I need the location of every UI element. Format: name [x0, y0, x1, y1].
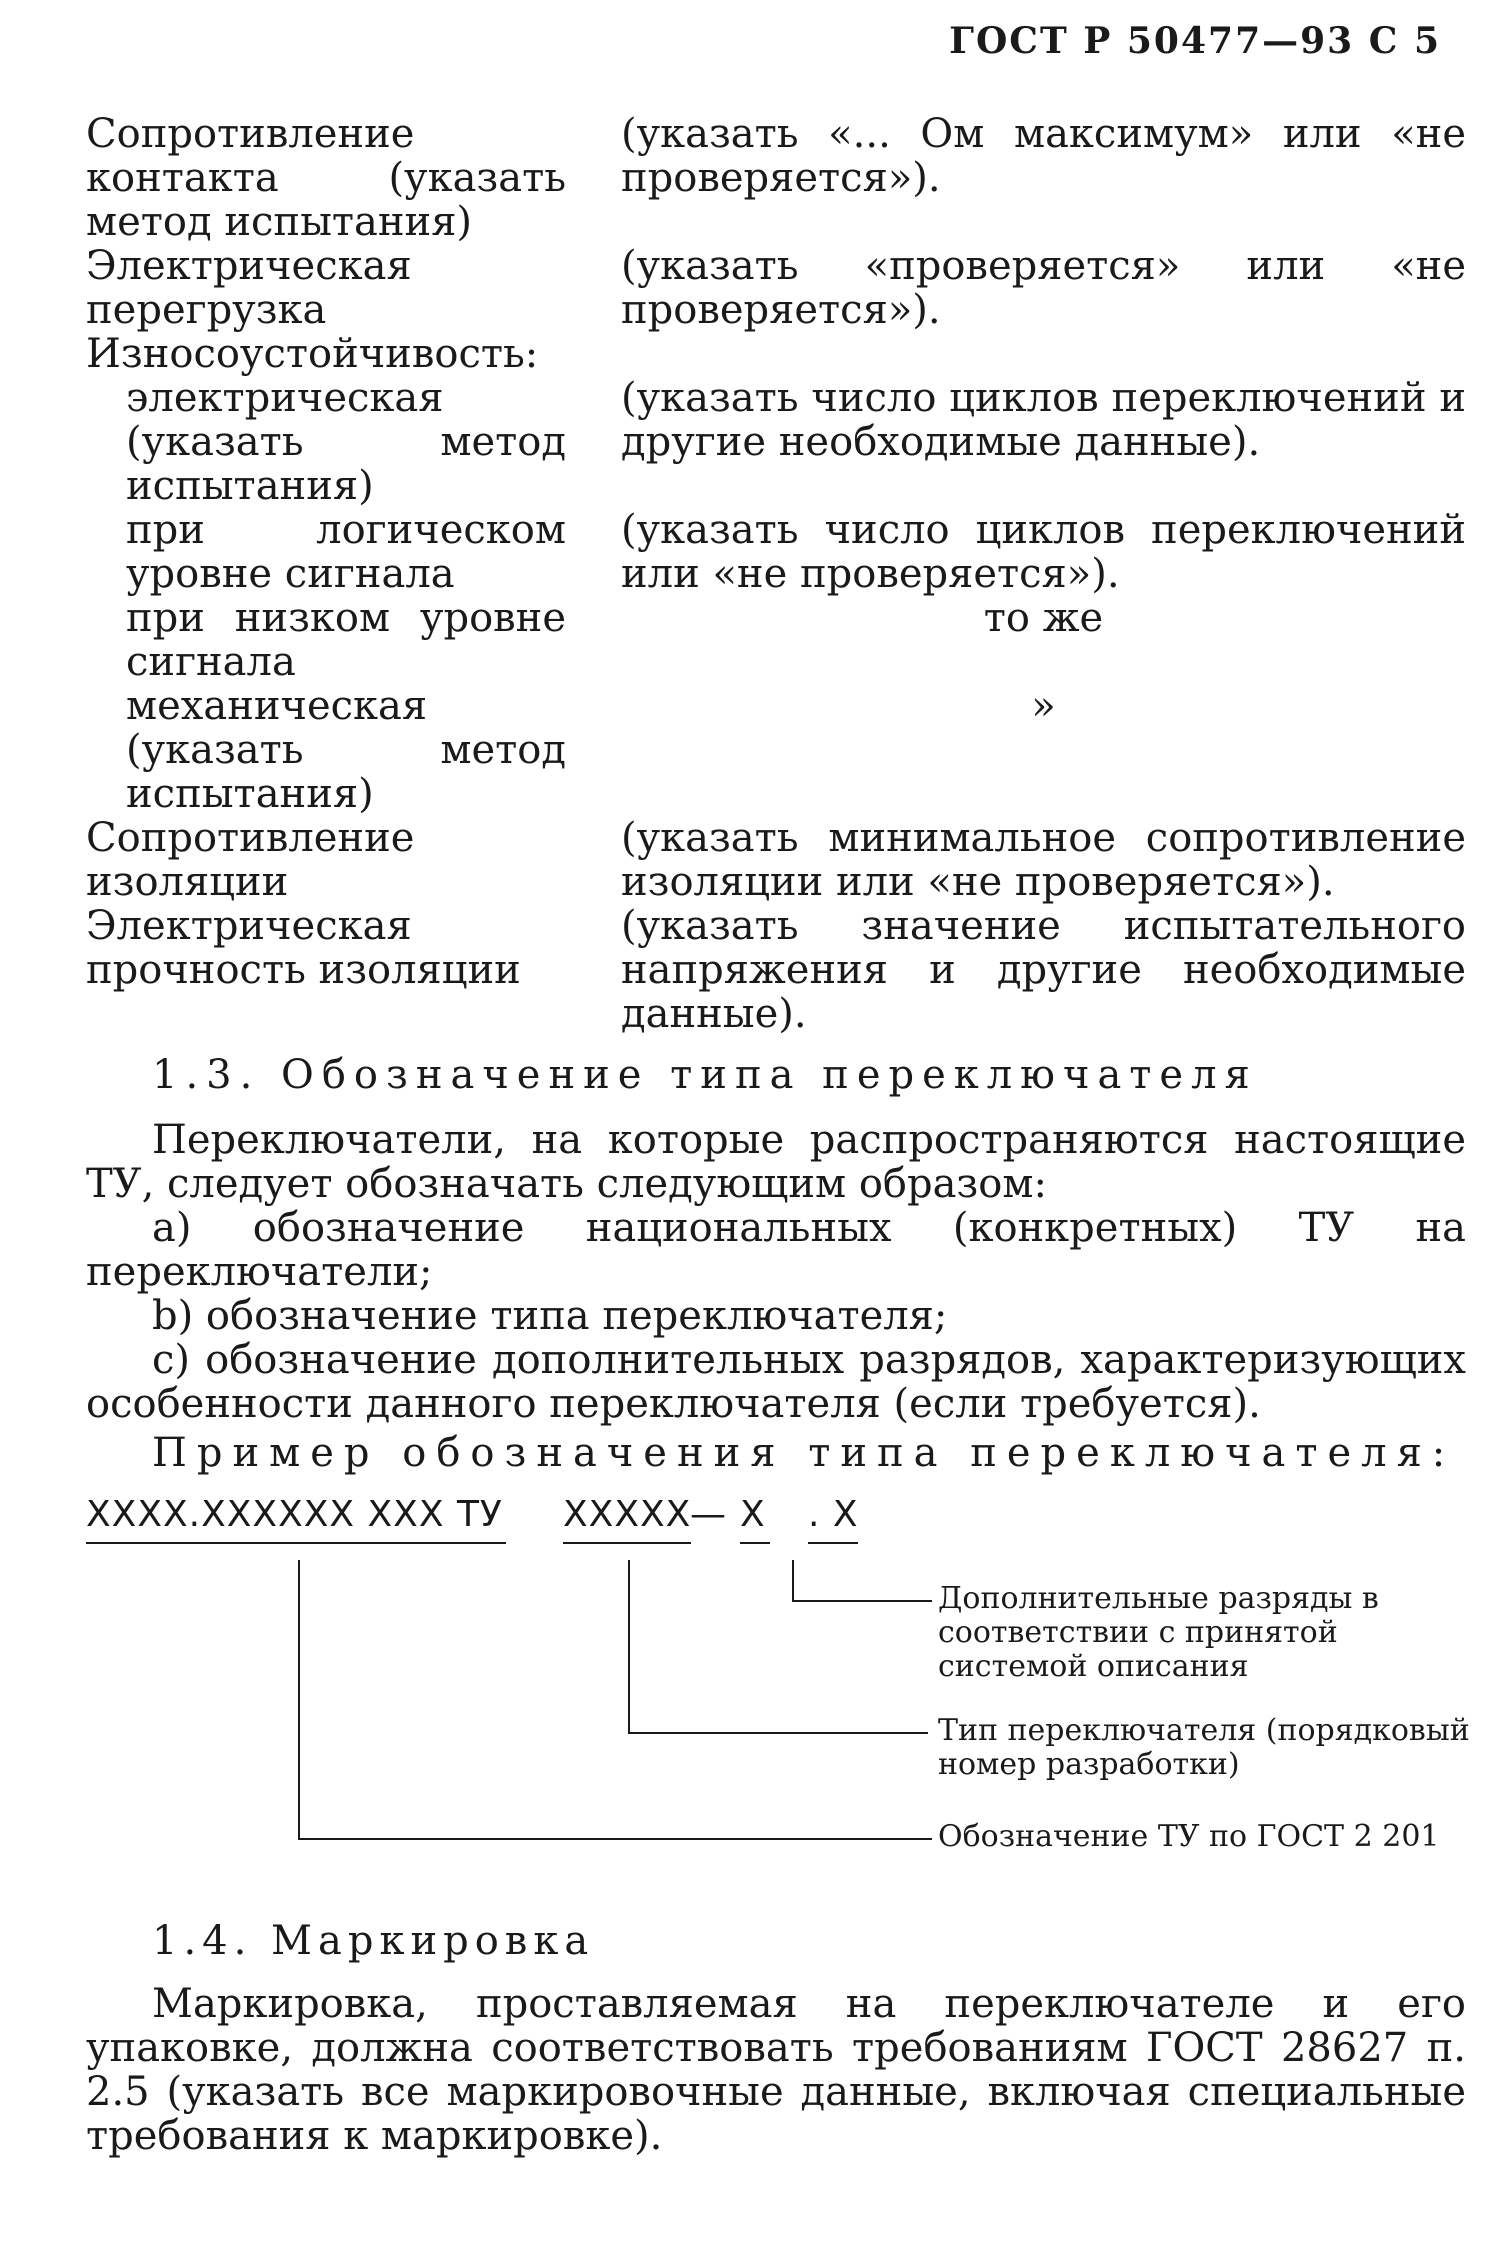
underline-ext [808, 1542, 858, 1544]
row-label: Сопротивление изоляции [86, 815, 415, 905]
row-electrical-overload [86, 244, 1466, 332]
connector-tu-horizontal [298, 1838, 932, 1840]
row-label: при логическом уровне сигнала [126, 507, 566, 597]
row-logic-level [86, 508, 1466, 596]
row-label: электрическая (указать метод испытания) [126, 375, 566, 509]
row-label: Электрическая перегрузка [86, 243, 412, 333]
row-value: (указать «... Ом максимум» или «не проверяется»). [621, 111, 1466, 201]
row-label: Электрическая прочность изоляции [86, 903, 521, 993]
underline-tu [86, 1542, 506, 1544]
section-1-4-body [86, 1982, 1466, 2158]
example-title: Пример обозначения типа переключателя: [152, 1430, 1456, 1476]
row-value: (указать число циклов переключений и другие необходимые данные). [621, 375, 1466, 465]
designation-x: X [740, 1494, 766, 1535]
row-electrical-durability [86, 376, 1466, 508]
row-label: Сопротивление контакта (указать метод испытания) [86, 111, 566, 245]
row-insulation-resistance [86, 816, 1466, 904]
row-mechanical-durability [86, 684, 1466, 816]
row-low-level [86, 596, 1466, 684]
designation-type-code: XXXXX [563, 1494, 692, 1535]
row-value: (указать «проверяется» или «не проверяется»). [621, 243, 1466, 333]
underline-x [740, 1542, 770, 1544]
annotation-switch-type: Тип переключателя (порядковый номер разработки) [938, 1713, 1470, 1782]
section-1-3-body [86, 1118, 1466, 1426]
connector-type-horizontal [628, 1732, 928, 1734]
row-value: (указать значение испытательного напряжения и другие необходимые данные). [621, 903, 1466, 1037]
list-item-a: а) обозначение национальных (конкретных) ТУ на переключатели; [86, 1205, 1466, 1295]
row-label: Износоустойчивость: [86, 331, 539, 377]
list-item-b: b) обозначение типа переключателя; [152, 1293, 948, 1339]
intro-paragraph: Переключатели, на которые распространяются настоящие ТУ, следует обозначать следующим образом: [86, 1117, 1466, 1207]
designation-tu-code: XXXX.XXXXXX XXX ТУ [86, 1494, 503, 1535]
connector-extra-horizontal [792, 1600, 932, 1602]
section-1-4-title: 1.4. Маркировка [152, 1918, 595, 1964]
connector-extra-vertical [792, 1560, 794, 1602]
row-value: » [1031, 683, 1056, 729]
row-value: то же [983, 595, 1104, 641]
annotation-tu-designation: Обозначение ТУ по ГОСТ 2 201 [938, 1819, 1440, 1854]
designation-dash: — [690, 1494, 727, 1535]
connector-type-vertical [628, 1560, 630, 1734]
section-1-3-title: 1.3. Обозначение типа переключателя [152, 1052, 1258, 1098]
annotation-extra-digits: Дополнительные разряды в соответствии с принятой системой описания [938, 1581, 1379, 1684]
row-value: (указать число циклов переключений или «не проверяется»). [621, 507, 1466, 597]
row-value: (указать минимальное сопротивление изоляции или «не проверяется»). [621, 815, 1466, 905]
row-insulation-strength [86, 904, 1466, 1036]
row-label: при низком уровне сигнала [126, 595, 566, 685]
marking-paragraph: Маркировка, проставляемая на переключателе и его упаковке, должна соответствовать требованиям ГОСТ 28627 п. 2.5 (указать все маркировочные данные, включая специальные требования к маркировке). [86, 1981, 1466, 2159]
underline-type [563, 1542, 691, 1544]
row-label: механическая (указать метод испытания) [126, 683, 566, 817]
row-durability [86, 332, 1466, 376]
designation-extension: . X [808, 1494, 859, 1535]
connector-tu-vertical [298, 1560, 300, 1840]
row-contact-resistance [86, 112, 1466, 244]
page-header: ГОСТ Р 50477—93 С 5 [949, 20, 1441, 62]
list-item-c: с) обозначение дополнительных разрядов, характеризующих особенности данного переключателя (если требуется). [86, 1337, 1466, 1427]
